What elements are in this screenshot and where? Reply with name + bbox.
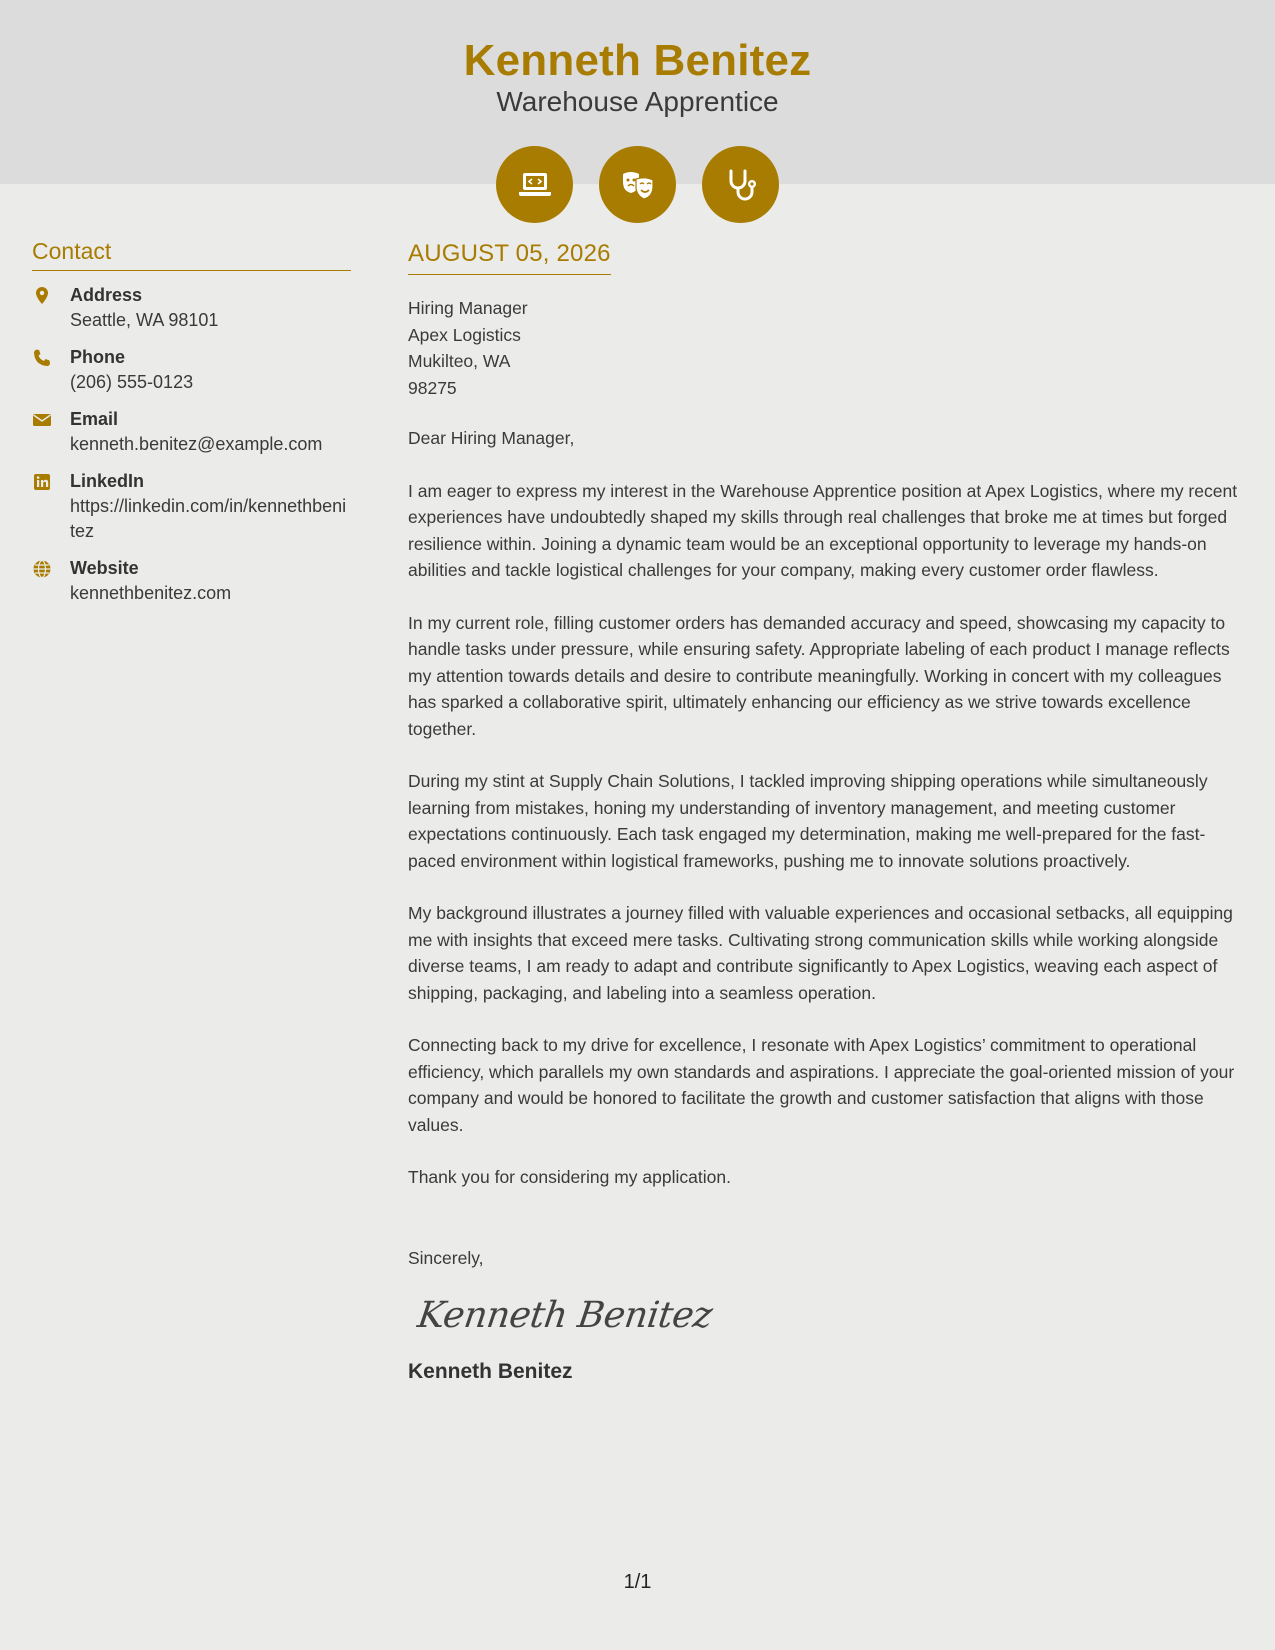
- stethoscope-icon: [702, 146, 779, 223]
- header-icons: [0, 146, 1275, 223]
- signed-name: Kenneth Benitez: [408, 1360, 573, 1383]
- linkedin-label: LinkedIn: [70, 471, 145, 491]
- phone-icon: [32, 345, 70, 395]
- paragraph: Thank you for considering my application.: [408, 1167, 731, 1187]
- website-label: Website: [70, 558, 139, 578]
- recipient-line: Hiring Manager: [408, 298, 528, 318]
- paragraph: In my current role, filling customer orders has demanded accuracy and speed, showcasing my capacity to handle tasks under pressure, while ensuring safety. Appropriate labeling of each product I manage reflects my attention towards details and desire to contribute meaningfully. Working in concert with my colleagues has sparked a collaborative spirit, ultimately enhancing our efficiency as we strive towards excellence together.: [408, 612, 1230, 739]
- paragraph: Connecting back to my drive for excellence, I resonate with Apex Logistics’ commitment to operational efficiency, which parallels my own standards and aspirations. I appreciate the goal-oriented mission of your company and would be honored to facilitate the growth and customer satisfaction that aligns with those values.: [408, 1035, 1235, 1135]
- recipient-line: Mukilteo, WA: [408, 351, 511, 371]
- linkedin-value: https://linkedin.com/in/kennethbenitez: [70, 496, 347, 541]
- linkedin-icon: [32, 469, 70, 544]
- address-value: Seattle, WA 98101: [70, 310, 219, 330]
- page-number: 1/1: [623, 1571, 652, 1593]
- job-title: Warehouse Apprentice: [496, 86, 779, 117]
- recipient-line: Apex Logistics: [408, 324, 521, 345]
- contact-linkedin: [32, 469, 351, 544]
- email-value: kenneth.benitez@example.com: [70, 434, 323, 454]
- paragraph: My background illustrates a journey filled with valuable experiences and occasional setbacks, all equipping me with insights that exceed mere tasks. Cultivating strong communication skills while working alongside diverse teams, I am ready to adapt and contribute significantly to Apex Logistics, weaving each aspect of shipping, packaging, and labeling into a seamless operation.: [408, 903, 1233, 1003]
- paragraph: I am eager to express my interest in the Warehouse Apprentice position at Apex Logistics, where my recent experiences have undoubtedly shaped my skills through real challenges that broke me at times but forged resilience within. Joining a dynamic team would be an exceptional opportunity to leverage my hands-on abilities and tackle logistical challenges for your company, making every customer order flawless.: [408, 480, 1238, 580]
- contact-heading: Contact: [32, 238, 351, 271]
- map-pin-icon: [32, 283, 70, 333]
- address-label: Address: [70, 285, 143, 305]
- recipient-line: 98275: [408, 377, 457, 398]
- globe-icon: [32, 556, 70, 606]
- contact-email: [32, 407, 351, 457]
- signature: Kenneth Benitez: [415, 1295, 715, 1336]
- email-label: Email: [70, 409, 119, 429]
- phone-value: (206) 555-0123: [70, 372, 194, 392]
- letter-date: AUGUST 05, 2026: [408, 240, 611, 275]
- greeting: Dear Hiring Manager,: [408, 428, 575, 448]
- contact-address: [32, 283, 351, 333]
- contact-phone: [32, 345, 351, 395]
- recipient-block: [408, 295, 1252, 401]
- website-value: kennethbenitez.com: [70, 583, 232, 603]
- phone-label: Phone: [70, 347, 126, 367]
- envelope-icon: [32, 407, 70, 457]
- contact-website: [32, 556, 351, 606]
- paragraph: During my stint at Supply Chain Solutions, I tackled improving shipping operations while simultaneously learning from mistakes, honing my understanding of inventory management, and meeting customer expectations continuously. Each task engaged my determination, making me well-prepared for the fast-paced environment within logistical frameworks, pushing me to innovate solutions proactively.: [408, 771, 1208, 871]
- letter-body: [408, 240, 1252, 1384]
- contact-sidebar: [32, 238, 351, 606]
- candidate-name: Kenneth Benitez: [463, 36, 812, 85]
- laptop-code-icon: [496, 146, 573, 223]
- theater-masks-icon: [599, 146, 676, 223]
- closing: Sincerely,: [408, 1247, 484, 1268]
